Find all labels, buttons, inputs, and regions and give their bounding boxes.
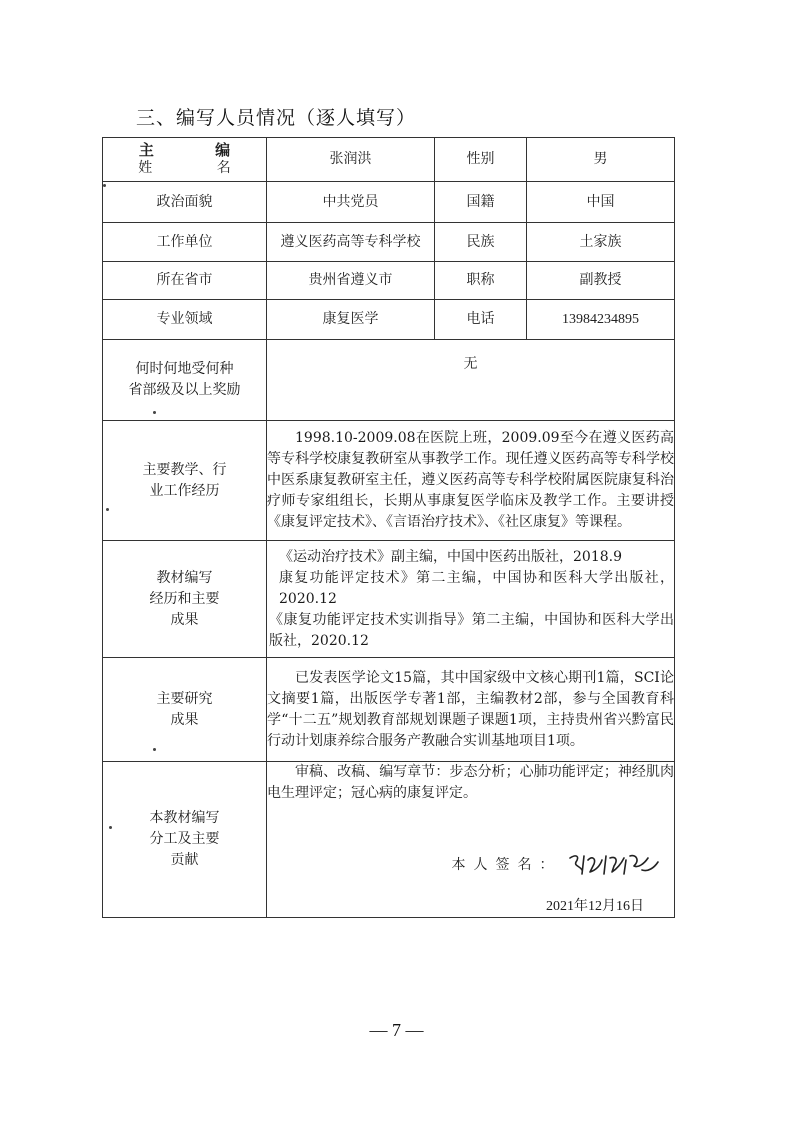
row-field [103,300,675,340]
contribution-label-line2: 分工及主要 [149,831,220,847]
textbook-item: 《康复功能评定技术实训指导》第二主编，中国协和医科大学出版社，2020.12 [269,611,674,649]
gender-value: 男 [527,138,675,182]
political-value: 中共党员 [267,182,435,223]
research-text-cell [267,658,675,762]
experience-text-cell [267,421,675,541]
row-textbooks [103,541,675,658]
experience-label-line2: 业工作经历 [149,482,220,499]
signature-row [267,850,674,884]
contribution-label-line3: 贡献 [170,852,199,868]
awards-label-line1: 何时何地受何种 [135,361,234,377]
experience-label-line1: 主要教学、行 [142,461,227,478]
awards-label-cell [103,340,267,421]
contribution-text: 审稿、改稿、编写章节：步态分析；心肺功能评定；神经肌肉电生理评定；冠心病的康复评定。 [267,764,674,801]
textbooks-label-line3: 成果 [170,611,199,628]
province-value: 贵州省遵义市 [267,262,435,300]
province-label: 所在省市 [103,262,267,300]
section-title: 三、编写人员情况（逐人填写） [136,107,417,129]
row-political [103,182,675,223]
research-label-line1: 主要研究 [156,690,213,707]
textbooks-label-line1: 教材编写 [156,569,213,586]
page-number: — 7 — [369,1020,424,1040]
awards-label-line2: 省部级及以上奖励 [128,382,241,398]
textbooks-label-cell [103,541,267,658]
contribution-text-cell [267,762,675,918]
signature-date: 2021年12月16日 [546,899,644,914]
name-value: 张润洪 [267,138,435,182]
name-label: 姓 名 [138,160,261,176]
row-workplace [103,223,675,262]
signature-label: 本人签名： [451,857,562,873]
scan-mark [109,826,112,829]
textbook-item: 康复功能评定技术》第二主编，中国协和医科大学出版社，2020.12 [279,569,674,607]
scan-mark [153,411,156,414]
row-awards [103,340,675,421]
title-label: 职称 [435,262,527,300]
row-research [103,658,675,762]
workplace-value: 遵义医药高等专科学校 [267,223,435,262]
ethnicity-value: 土家族 [527,223,675,262]
row-province [103,262,675,300]
nationality-label: 国籍 [435,182,527,223]
experience-text: 1998.10-2009.08在医院上班，2009.09至今在遵义医药高等专科学校康复教研室从事教学工作。现任遵义医药高等专科学校中医系康复教研室主任，遵义医药高等专科学校附属医院康复科治疗师专家组组长，长期从事康复医学临床及教学工作。主要讲授《康复评定技术》、《言语治疗技术》、《社区康复》等课程。 [267,430,674,530]
scan-mark [106,508,109,511]
handwritten-signature [566,850,662,880]
research-label-line2: 成果 [170,711,199,728]
scan-mark [103,184,106,187]
awards-value: 无 [267,340,675,421]
contribution-label-cell [103,762,267,918]
chief-editor-label: 主 编 [138,141,259,159]
experience-label-cell [103,421,267,541]
field-label: 专业领域 [103,300,267,340]
nationality-value: 中国 [527,182,675,223]
workplace-label: 工作单位 [103,223,267,262]
row-experience [103,421,675,541]
phone-label: 电话 [435,300,527,340]
research-text: 已发表医学论文15篇，其中国家级中文核心期刊1篇，SCI论文摘要1篇，出版医学专著1部，主编教材2部，参与全国教育科学“十二五”规划教育部规划课题子课题1项，主持贵州省兴黔富民行动计划康养综合服务产教融合实训基地项目1项。 [267,669,674,749]
gender-label: 性别 [435,138,527,182]
row-name [103,138,675,182]
political-label: 政治面貌 [103,182,267,223]
research-label-cell [103,658,267,762]
title-value: 副教授 [527,262,675,300]
contribution-label-line1: 本教材编写 [149,810,220,826]
textbooks-label-line2: 经历和主要 [149,590,220,607]
personnel-table [102,137,675,918]
field-value: 康复医学 [267,300,435,340]
scan-mark [153,748,156,751]
phone-value: 13984234895 [527,300,675,340]
textbooks-text-cell [267,541,675,658]
ethnicity-label: 民族 [435,223,527,262]
row-contribution [103,762,675,918]
name-label-cell [103,138,267,182]
textbook-item: 《运动治疗技术》副主编，中国中医药出版社，2018.9 [279,548,622,565]
